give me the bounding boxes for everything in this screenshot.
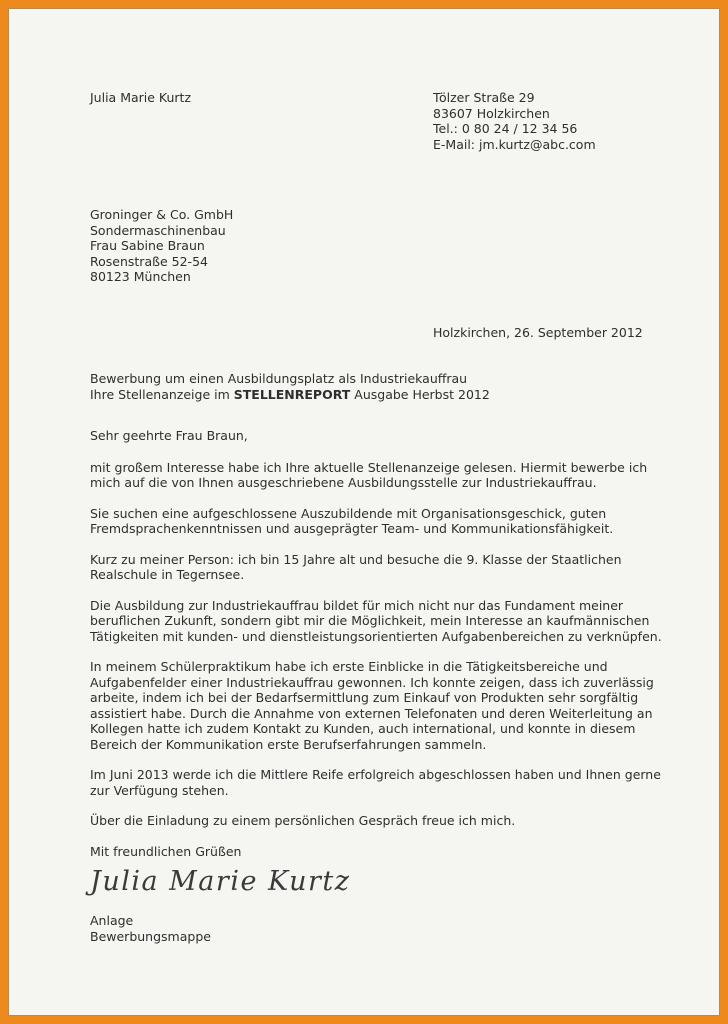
recipient-department: Sondermaschinenbau (90, 222, 226, 238)
paragraph-experience: In meinem Schülerpraktikum habe ich erste Einblicke in die Tätigkeitsbereiche und Aufgabenfelder einer Industriekauffrau gewonnen. Ich konnte zeigen, dass ich zuverlässig arbeite, indem ich bei der Bedarfsermittlung zum Einkauf von Produkten sehr sorgfältig assistiert habe. Durch die Annahme von externen Telefonaten und deren Weiterleitung an Kollegen hatte ich zudem Kontakt zu Kunden, auch international, und konnte in diesem Bereich der Kommunikation erste Berufserfahrungen sammeln. (90, 659, 654, 752)
subject-line-2-bold: STELLENREPORT (233, 386, 351, 402)
paragraph-about-me: Kurz zu meiner Person: ich bin 15 Jahre alt und besuche die 9. Klasse der Staatlichen Realschule in Tegernsee. (90, 551, 622, 582)
enclosure-label: Anlage (90, 913, 134, 928)
subject-line-2-suffix: Ausgabe Herbst 2012 (350, 386, 490, 402)
date-line: Holzkirchen, 26. September 2012 (433, 324, 643, 340)
sender-city: 83607 Holzkirchen (433, 105, 550, 121)
recipient-city: 80123 München (90, 269, 191, 284)
subject-line-2 (90, 387, 672, 403)
recipient-contact-person: Frau Sabine Braun (90, 238, 205, 253)
enclosure-item: Bewerbungsmappe (90, 928, 211, 944)
paragraph-availability: Im Juni 2013 werde ich die Mittlere Reife erfolgreich abgeschlossen haben und Ihnen gerne zur Verfügung stehen. (90, 767, 661, 798)
closing-formula: Mit freundlichen Grüßen (90, 843, 242, 859)
paragraph-requirements: Sie suchen eine aufgeschlossene Auszubildende mit Organisationsgeschick, guten Fremdsprachenkenntnissen und ausgeprägter Team- und Kommunikationsfähigkeit. (90, 505, 614, 536)
sender-street: Tölzer Straße 29 (433, 90, 535, 105)
enclosure-block (90, 913, 672, 944)
sender-contact-block (433, 90, 596, 152)
subject-line-1: Bewerbung um einen Ausbildungsplatz als Industriekauffrau (90, 371, 468, 386)
subject-block (90, 371, 672, 402)
paragraph-motivation: Die Ausbildung zur Industriekauffrau bildet für mich nicht nur das Fundament meiner beruflichen Zukunft, sondern gibt mir die Möglichkeit, mein Interesse an kaufmännischen Tätigkeiten mit kunden- und dienstleistungsorientierten Aufgabenbereichen zu verknüpfen. (90, 597, 662, 644)
recipient-street: Rosenstraße 52-54 (90, 253, 208, 269)
handwritten-signature: Julia Marie Kurtz (90, 866, 351, 897)
paragraph-intro: mit großem Interesse habe ich Ihre aktuelle Stellenanzeige gelesen. Hiermit bewerbe ich mich auf die von Ihnen ausgeschriebene Ausbildungsstelle zur Industriekauffrau. (90, 459, 648, 490)
sender-email: E-Mail: jm.kurtz@abc.com (433, 136, 596, 152)
letter-header (90, 90, 672, 152)
recipient-block (90, 207, 672, 285)
letter-content (8, 8, 720, 1016)
sender-phone: Tel.: 0 80 24 / 12 34 56 (433, 121, 578, 136)
subject-line-2-prefix: Ihre Stellenanzeige im (90, 386, 234, 402)
salutation: Sehr geehrte Frau Braun, (90, 428, 248, 443)
sender-name: Julia Marie Kurtz (90, 90, 192, 105)
paragraph-invitation: Über die Einladung zu einem persönlichen Gespräch freue ich mich. (90, 813, 516, 828)
recipient-company: Groninger & Co. GmbH (90, 207, 234, 222)
